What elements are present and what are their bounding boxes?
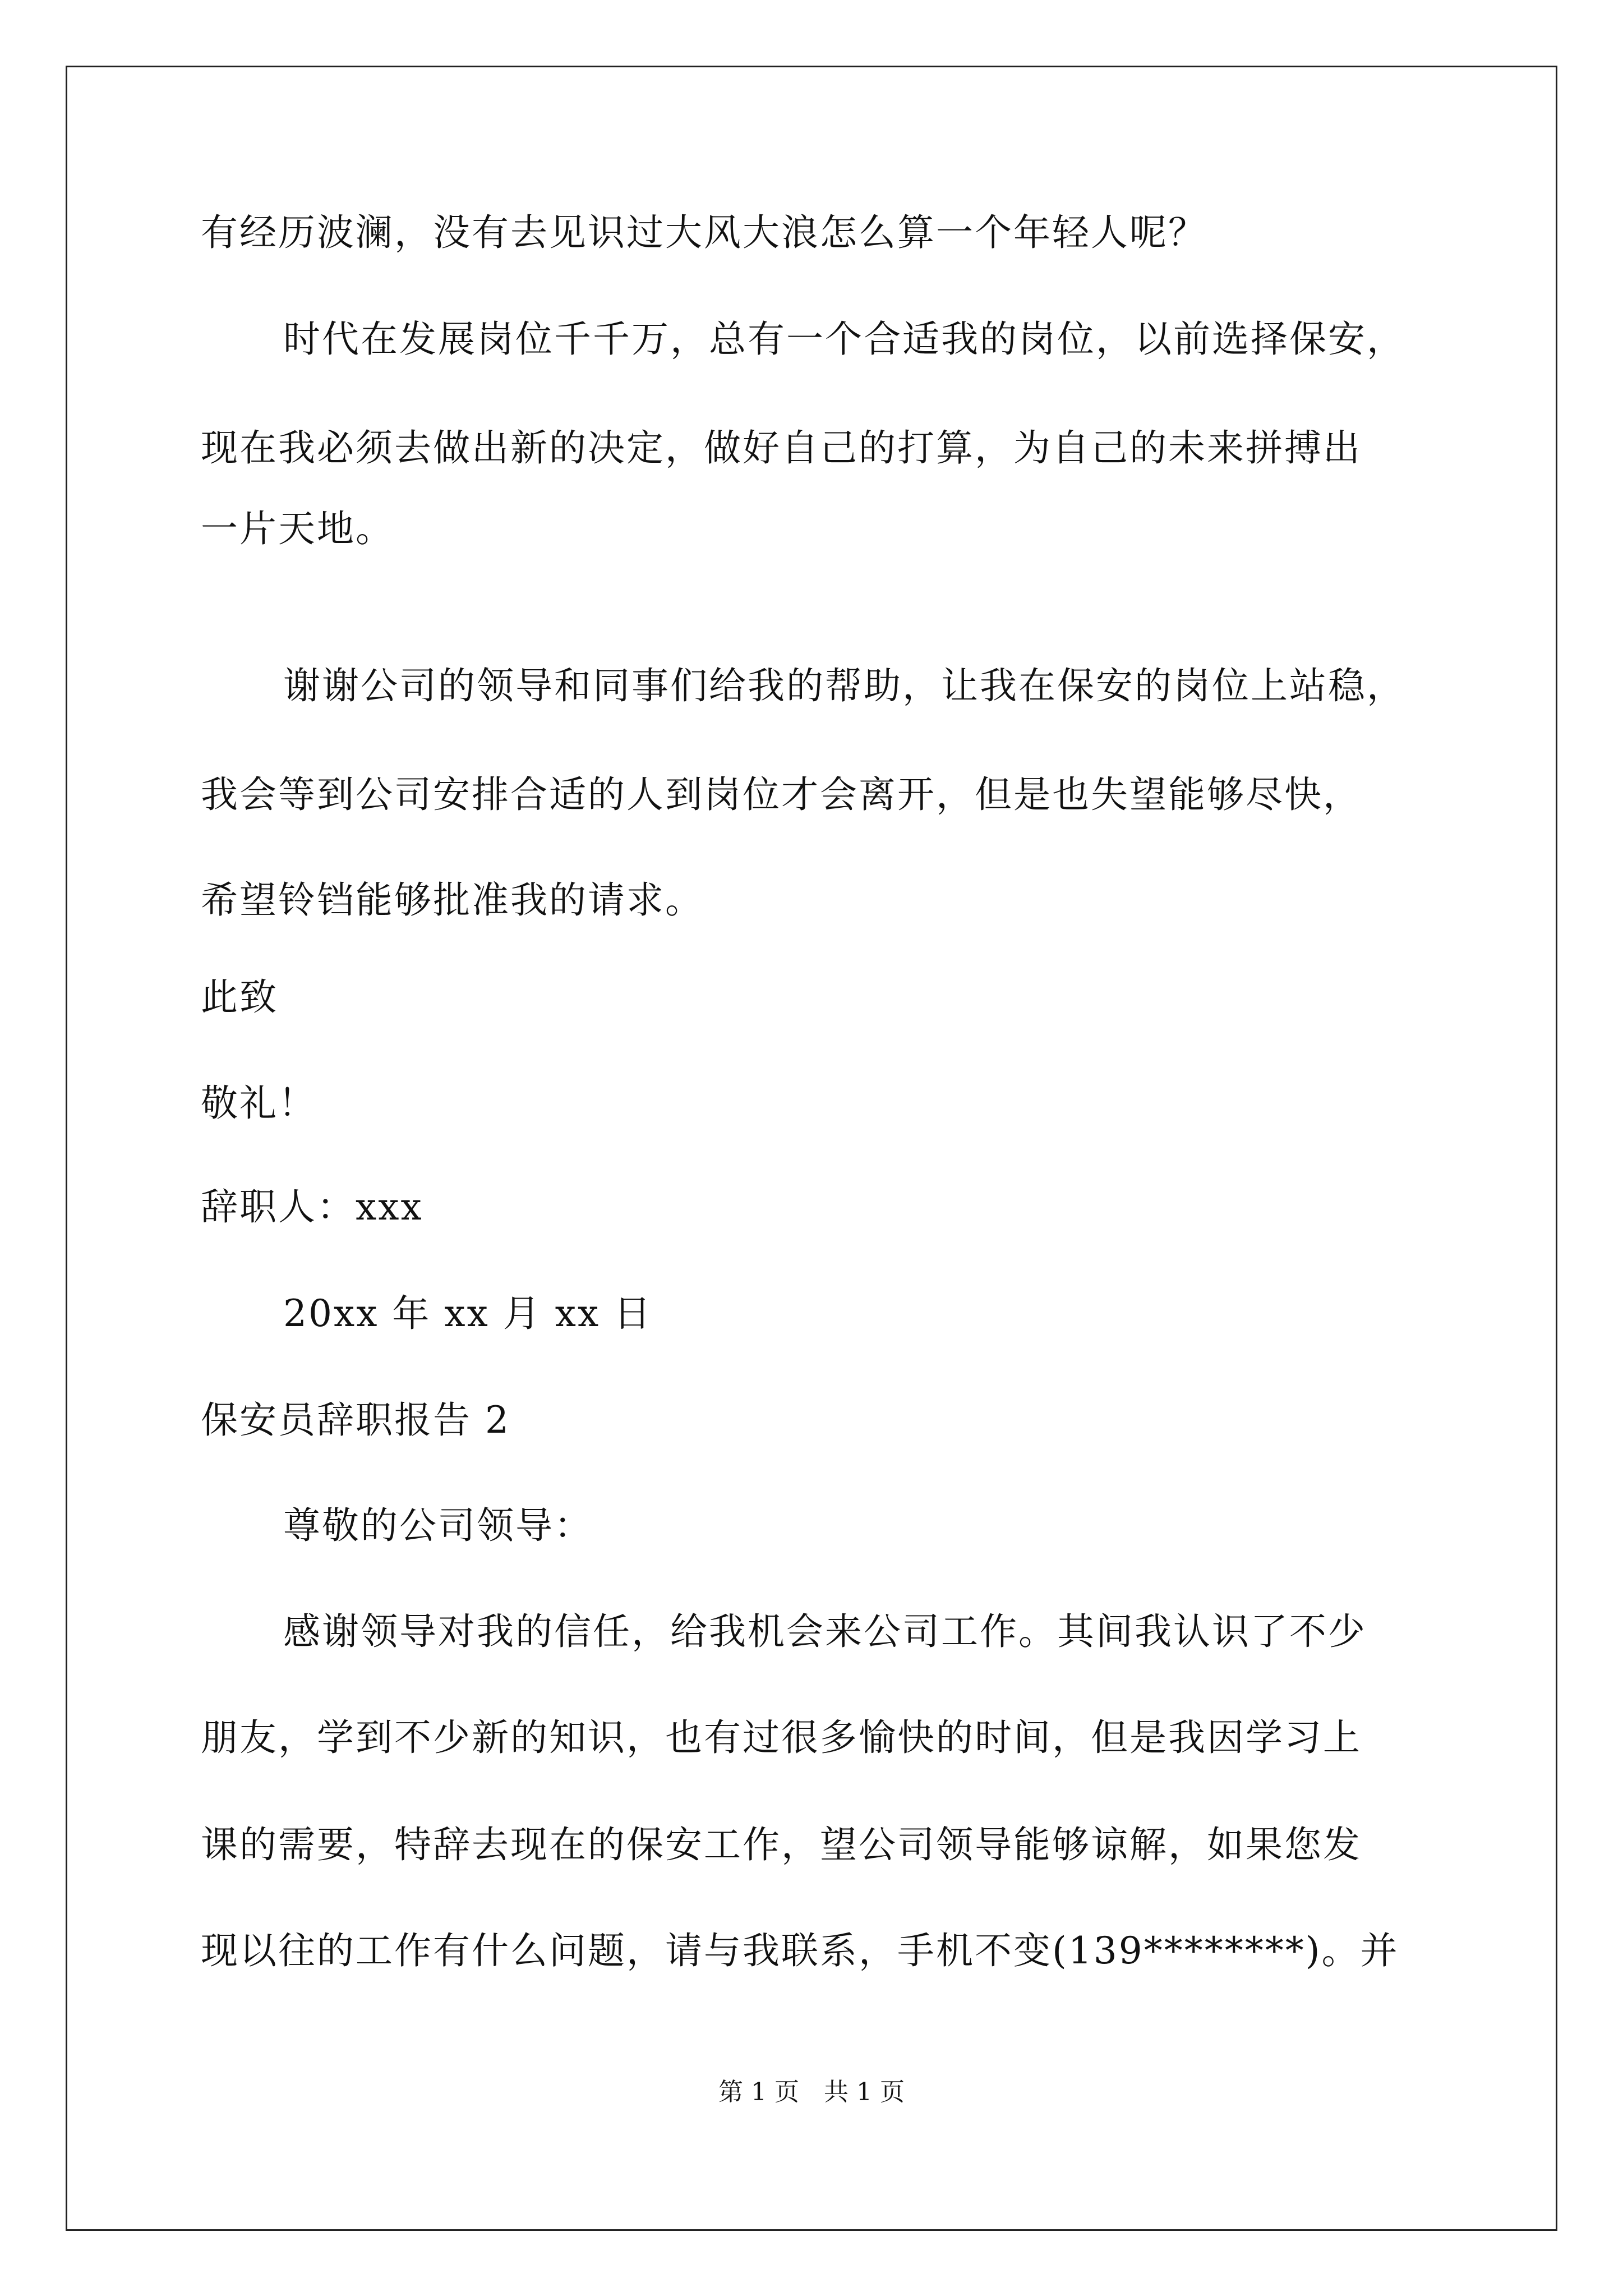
body-line-2: 时代在发展岗位千千万，总有一个合适我的岗位，以前选择保安， bbox=[283, 318, 1405, 361]
body-line-7: 希望铃铛能够批准我的请求。 bbox=[201, 878, 704, 922]
body-line-15: 朋友，学到不少新的知识，也有过很多愉快的时间，但是我因学习上 bbox=[201, 1716, 1362, 1759]
body-line-6: 我会等到公司安排合适的人到岗位才会离开，但是也失望能够尽快， bbox=[201, 773, 1362, 816]
body-line-14: 感谢领导对我的信任，给我机会来公司工作。其间我认识了不少 bbox=[283, 1610, 1367, 1653]
body-line-16: 课的需要，特辞去现在的保安工作，望公司领导能够谅解，如果您发 bbox=[201, 1823, 1362, 1866]
salutation-line: 尊敬的公司领导： bbox=[283, 1504, 593, 1547]
body-line-17: 现以往的工作有什么问题，请与我联系，手机不变(139********)。并 bbox=[201, 1929, 1399, 1972]
body-line-5: 谢谢公司的领导和同事们给我的帮助，让我在保安的岗位上站稳， bbox=[283, 664, 1405, 707]
body-line-9: 敬礼！ bbox=[201, 1082, 317, 1125]
page-number-footer: 第 1 页 共 1 页 bbox=[718, 2078, 905, 2106]
page-border bbox=[66, 66, 1557, 2231]
signer-line: 辞职人：xxx bbox=[201, 1185, 423, 1228]
body-line-4: 一片天地。 bbox=[201, 507, 394, 550]
date-line: 20xx 年 xx 月 xx 日 bbox=[283, 1292, 653, 1335]
section-heading: 保安员辞职报告 2 bbox=[201, 1398, 510, 1442]
body-line-8: 此致 bbox=[201, 976, 278, 1019]
body-line-3: 现在我必须去做出新的决定，做好自己的打算，为自己的未来拼搏出 bbox=[201, 426, 1362, 470]
body-line-1: 有经历波澜，没有去见识过大风大浪怎么算一个年轻人呢？ bbox=[201, 211, 1207, 254]
